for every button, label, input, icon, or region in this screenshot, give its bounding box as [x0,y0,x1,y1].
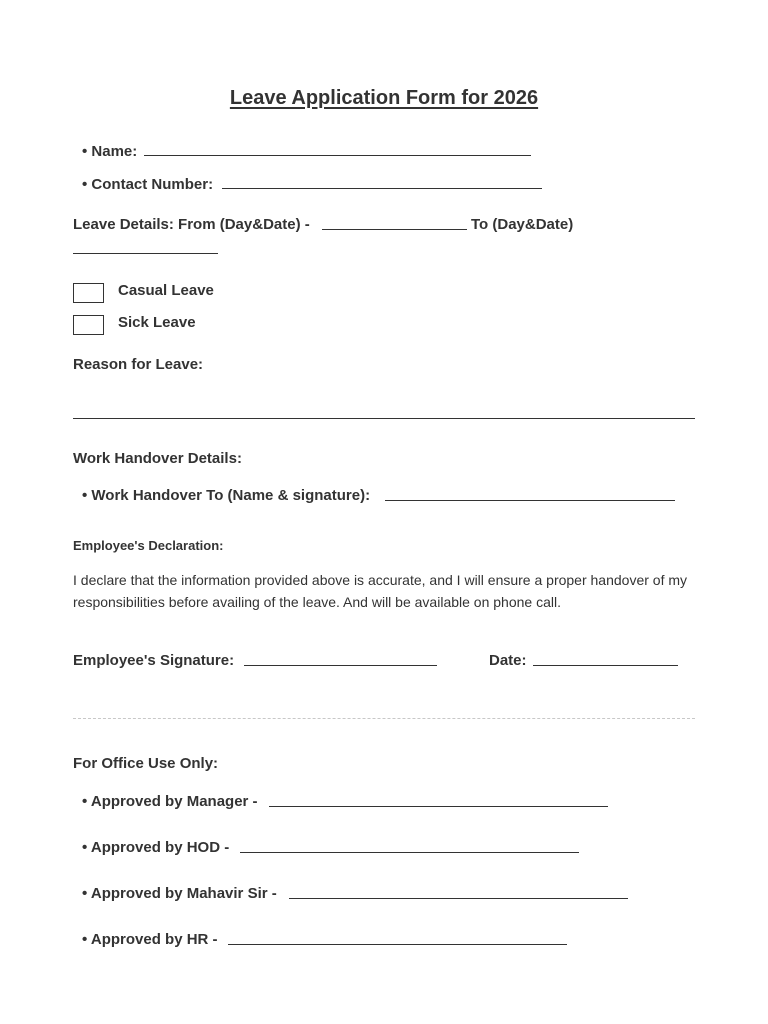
reason-label: Reason for Leave: [73,356,204,373]
page-title: Leave Application Form for 2026 [229,87,539,109]
handover-to-field[interactable] [385,500,675,501]
approved-mahavir-label: • Approved by Mahavir Sir - [82,885,277,902]
sick-leave-label: Sick Leave [118,314,196,331]
name-field[interactable] [144,155,531,156]
contact-number-field[interactable] [222,188,542,189]
office-use-heading: For Office Use Only: [73,755,219,772]
date-field[interactable] [533,665,678,666]
reason-field[interactable] [73,418,695,419]
signature-field[interactable] [244,665,437,666]
approved-manager-field[interactable] [269,806,608,807]
handover-heading: Work Handover Details: [73,450,242,467]
leave-from-label: Leave Details: From (Day&Date) - [73,216,310,233]
sick-leave-checkbox[interactable] [73,315,104,335]
approved-mahavir-field[interactable] [289,898,628,899]
declaration-text: I declare that the information provided above is accurate, and I will ensure a proper handover of my responsibilities before availing of the leave. And will be available on phone call. [73,572,688,610]
approved-hr-field[interactable] [228,944,567,945]
leave-to-field[interactable] [73,253,218,254]
casual-leave-label: Casual Leave [118,282,214,299]
approved-manager-label: • Approved by Manager - [82,793,258,810]
casual-leave-checkbox[interactable] [73,283,104,303]
contact-number-label: • Contact Number: [82,176,214,193]
section-divider [73,718,695,719]
declaration-heading: Employee's Declaration: [73,538,224,553]
date-label: Date: [489,652,527,669]
name-label: • Name: [82,143,138,160]
approved-hr-label: • Approved by HR - [82,931,218,948]
signature-label: Employee's Signature: [73,652,235,669]
approved-hod-field[interactable] [240,852,579,853]
leave-from-field[interactable] [322,229,467,230]
leave-to-label: To (Day&Date) [471,216,574,233]
handover-to-label: • Work Handover To (Name & signature): [82,487,371,504]
approved-hod-label: • Approved by HOD - [82,839,230,856]
